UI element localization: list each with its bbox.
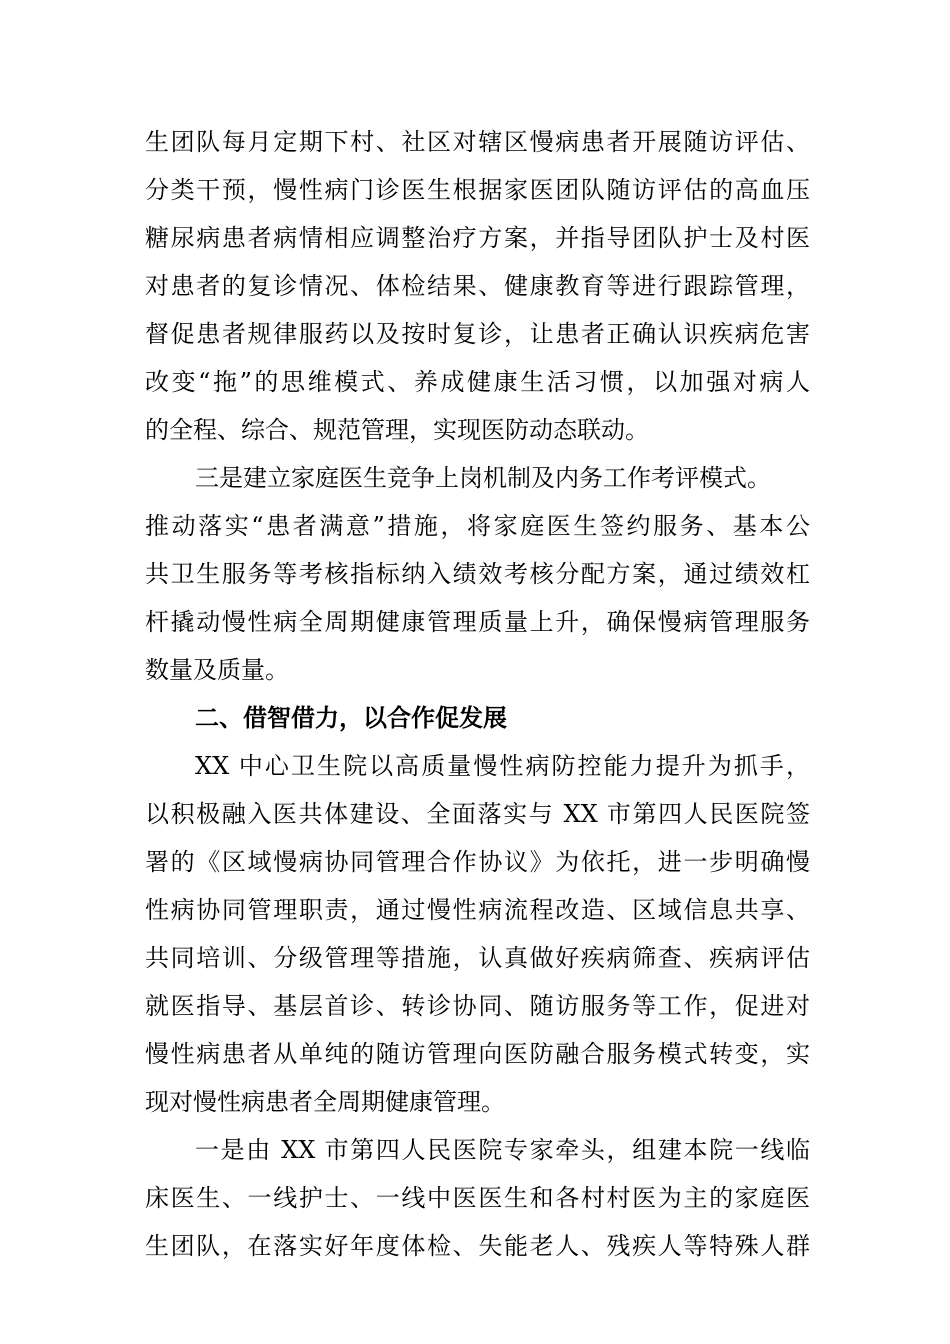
text-line: 共同培训、分级管理等措施，认真做好疾病筛查、疾病评估: [145, 944, 810, 972]
text-line: 就医指导、基层首诊、转诊协同、随访服务等工作，促进对: [145, 992, 810, 1020]
section-heading: 二、借智借力，以合作促发展: [195, 704, 507, 732]
text-line: 改变“拖”的思维模式、养成健康生活习惯，以加强对病人: [145, 368, 810, 396]
text-line: 生团队，在落实好年度体检、失能老人、残疾人等特殊人群: [145, 1232, 810, 1260]
text-line: 糖尿病患者病情相应调整治疗方案，并指导团队护士及村医: [145, 224, 810, 252]
text-line: 推动落实“患者满意”措施，将家庭医生签约服务、基本公: [145, 512, 810, 540]
text-line: 数量及质量。: [145, 656, 289, 684]
paragraph-first-line: 一是由 XX 市第四人民医院专家牵头，组建本院一线临: [195, 1136, 810, 1164]
paragraph-first-line: XX 中心卫生院以高质量慢性病防控能力提升为抓手，: [195, 752, 810, 780]
text-line: 床医生、一线护士、一线中医医生和各村村医为主的家庭医: [145, 1184, 810, 1212]
paragraph-first-line: 三是建立家庭医生竞争上岗机制及内务工作考评模式。: [195, 464, 771, 492]
text-line: 共卫生服务等考核指标纳入绩效考核分配方案，通过绩效杠: [145, 560, 810, 588]
text-line: 分类干预，慢性病门诊医生根据家医团队随访评估的高血压: [145, 176, 810, 204]
text-line: 对患者的复诊情况、体检结果、健康教育等进行跟踪管理，: [145, 272, 810, 300]
text-line: 性病协同管理职责，通过慢性病流程改造、区域信息共享、: [145, 896, 810, 924]
text-line: 慢性病患者从单纯的随访管理向医防融合服务模式转变，实: [145, 1040, 810, 1068]
text-line: 现对慢性病患者全周期健康管理。: [145, 1088, 505, 1116]
text-line: 以积极融入医共体建设、全面落实与 XX 市第四人民医院签: [145, 800, 810, 828]
text-line: 署的《区域慢病协同管理合作协议》为依托，进一步明确慢: [145, 848, 810, 876]
text-line: 生团队每月定期下村、社区对辖区慢病患者开展随访评估、: [145, 128, 810, 156]
text-line: 杆撬动慢性病全周期健康管理质量上升，确保慢病管理服务: [145, 608, 810, 636]
text-line: 的全程、综合、规范管理，实现医防动态联动。: [145, 416, 649, 444]
text-line: 督促患者规律服药以及按时复诊，让患者正确认识疾病危害: [145, 320, 810, 348]
